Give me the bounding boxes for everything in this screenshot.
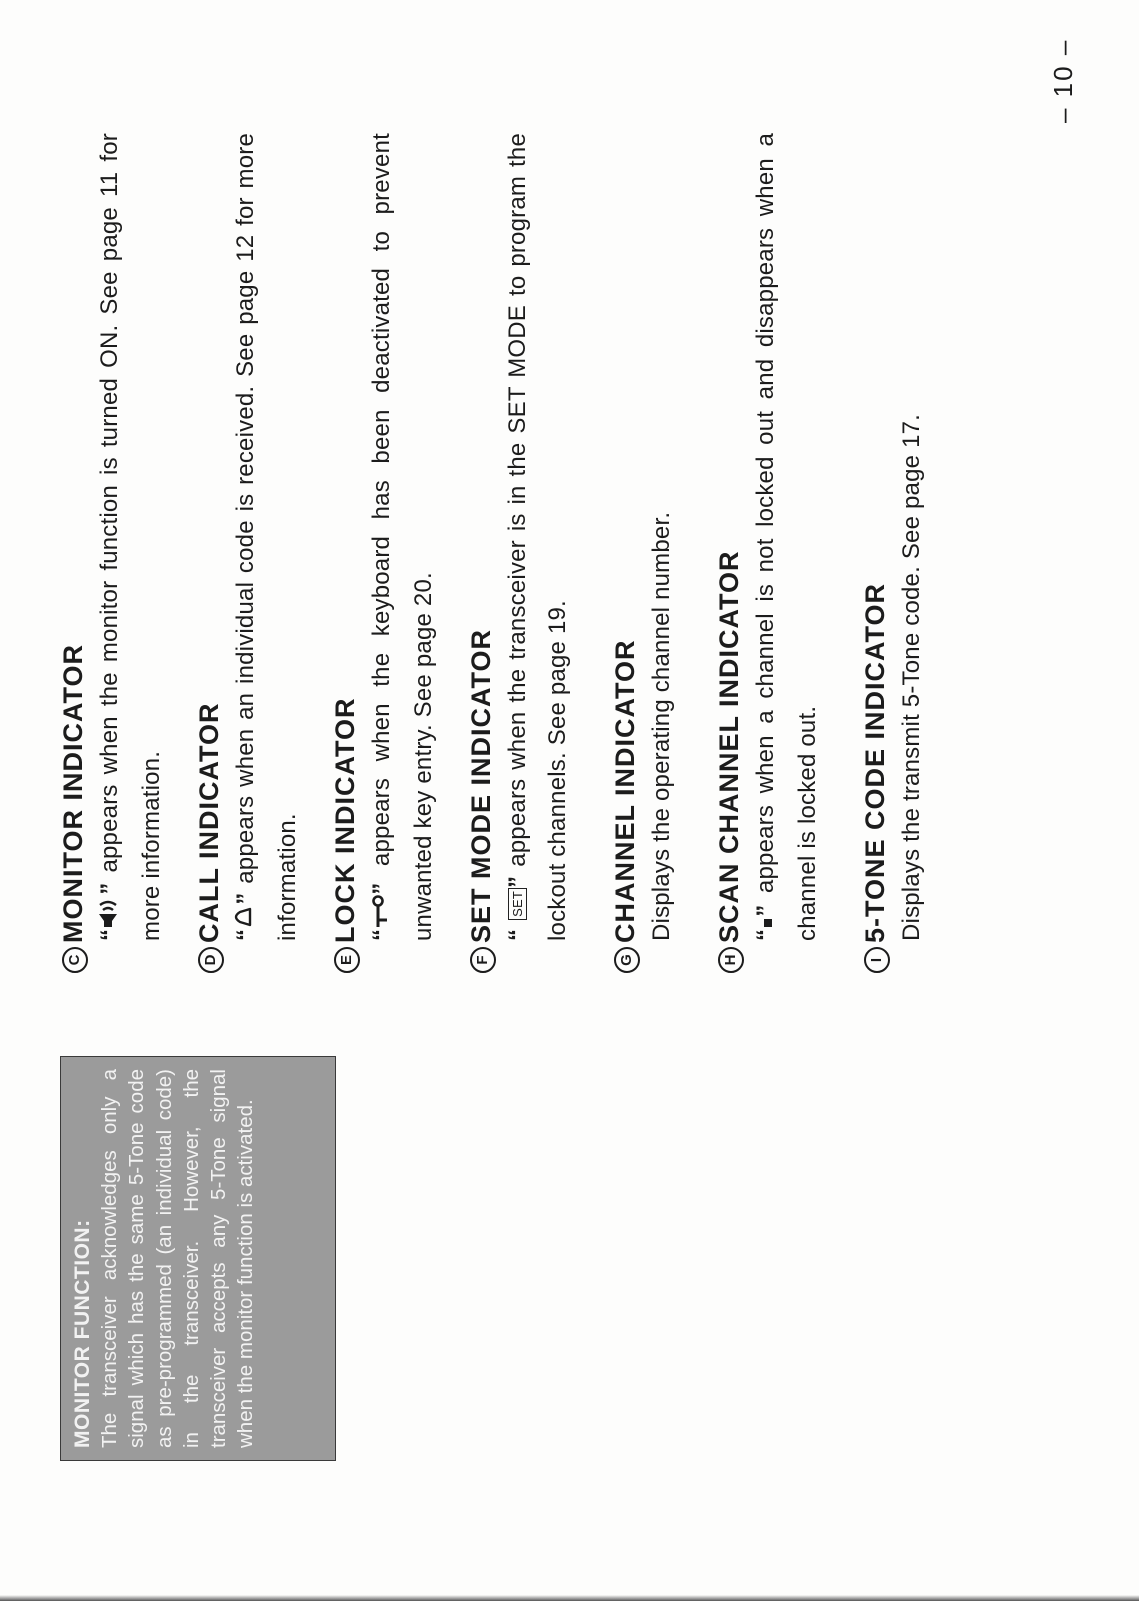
5-tone-code-indicator-text: Displays the transmit 5-Tone code. See page 17. xyxy=(898,413,925,941)
marker-h: H xyxy=(718,947,744,973)
section-5-tone-code-indicator xyxy=(858,133,932,973)
callout-text: The transceiver acknowledges only a signal which has the same 5-Tone code as pre-programmed (an individual code) in the transceiver. However, the transceiver accepts any 5-Tone signal when the monitor function is activated. xyxy=(98,1069,258,1448)
channel-indicator-text: Displays the operating channel number. xyxy=(648,511,675,941)
page-number: – 10 – xyxy=(1048,38,1078,123)
marker-i: I xyxy=(864,947,890,973)
section-call-indicator: DCALL INDICATOR “” appears when an individual code is received. See page 12 for more information. xyxy=(192,133,308,973)
marker-d: D xyxy=(198,947,224,973)
marker-e: E xyxy=(334,947,360,973)
indicator-list xyxy=(56,133,952,973)
set-mode-indicator-text: appears when the transceiver is in the SET MODE to program the lockout channels. See page 19. xyxy=(504,133,571,941)
page-edge-line xyxy=(0,1595,1139,1601)
lock-indicator-text: appears when the keyboard has been deactivated to prevent unwanted key entry. See page 20. xyxy=(368,133,437,941)
heading-lock-indicator: LOCK INDICATOR xyxy=(330,697,360,943)
heading-call-indicator: CALL INDICATOR xyxy=(194,702,224,943)
set-mode-symbol: SET xyxy=(508,888,527,920)
heading-scan-channel-indicator: SCAN CHANNEL INDICATOR xyxy=(714,550,744,943)
key-icon xyxy=(364,895,404,929)
heading-5-tone-code-indicator: 5-TONE CODE INDICATOR xyxy=(860,582,890,943)
section-lock-indicator: ELOCK INDICATOR “” appears when the keyboard has been deactivated to prevent unwanted key entry. See page 20. xyxy=(328,133,444,973)
callout-title: MONITOR FUNCTION: xyxy=(71,1219,94,1448)
monitor-indicator-text: appears when the monitor function is turned ON. See page 11 for more information. xyxy=(96,133,165,941)
call-indicator-text: appears when an individual code is received. See page 12 for more information. xyxy=(232,133,301,941)
heading-set-mode-indicator: SET MODE INDICATOR xyxy=(466,628,496,943)
section-channel-indicator xyxy=(608,133,682,973)
section-monitor-indicator: CMONITOR INDICATOR “” appears when the monitor function is turned ON. See page 11 for more information. xyxy=(56,133,172,973)
marker-g: G xyxy=(614,947,640,973)
bell-icon xyxy=(228,905,268,929)
section-set-mode-indicator: FSET MODE INDICATOR “ SET” appears when the transceiver is in the SET MODE to program the lockout channels. See page 19. xyxy=(464,133,578,973)
section-scan-channel-indicator: HSCAN CHANNEL INDICATOR “” appears when a channel is not locked out and disappears when a channel is locked out. xyxy=(712,133,828,973)
heading-channel-indicator: CHANNEL INDICATOR xyxy=(610,639,640,943)
marker-c: C xyxy=(62,947,88,973)
marker-f: F xyxy=(470,947,496,973)
heading-monitor-indicator: MONITOR INDICATOR xyxy=(58,644,88,943)
scan-channel-indicator-text: appears when a channel is not locked out and disappears when a channel is locked out. xyxy=(752,133,821,941)
monitor-function-callout xyxy=(60,1056,336,1461)
square-dot-icon xyxy=(748,917,788,929)
speaker-icon xyxy=(92,895,132,929)
